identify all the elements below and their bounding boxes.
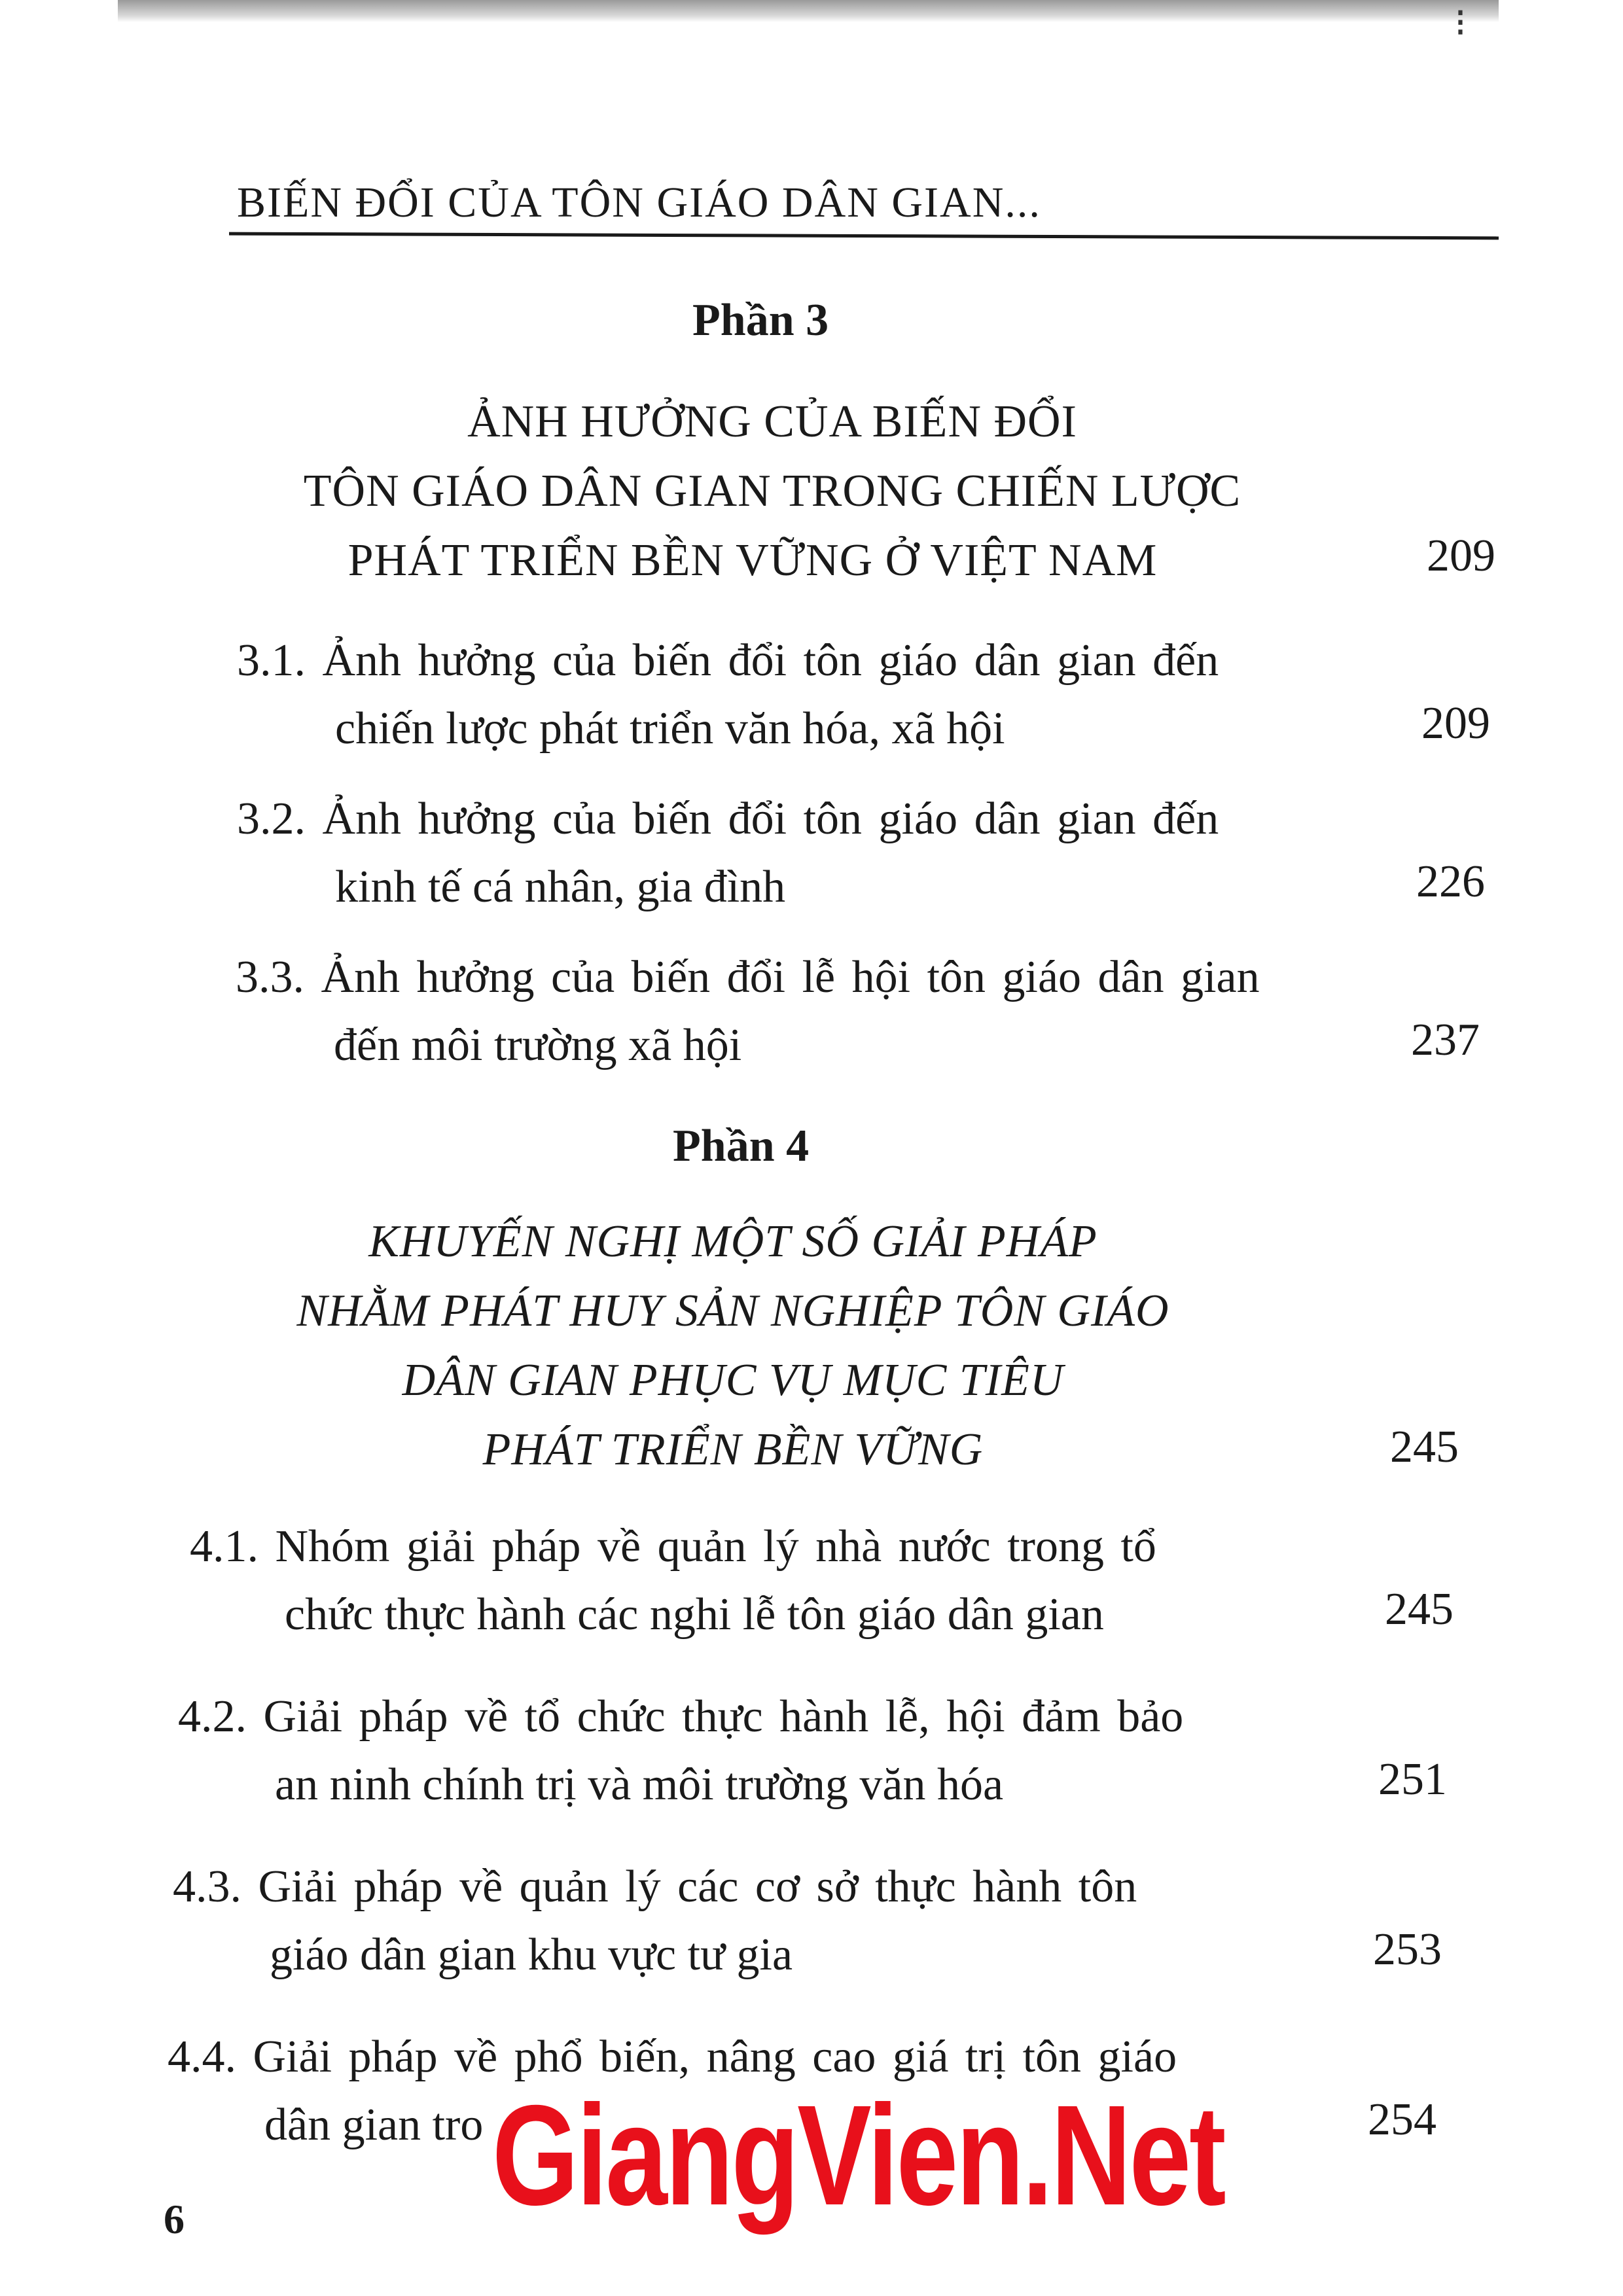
part4-title-line: DÂN GIAN PHỤC VỤ MỤC TIÊU: [402, 1355, 1064, 1405]
toc-entry-line1: 4.3. Giải pháp về quản lý các cơ sở thực hành tôn: [173, 1862, 1137, 1912]
toc-entry-line2: chiến lược phát triển văn hóa, xã hội: [335, 703, 1005, 754]
toc-entry-page: 254: [1368, 2094, 1436, 2145]
page-folio: 6: [164, 2196, 185, 2242]
part4-title-line: NHẰM PHÁT HUY SẢN NGHIỆP TÔN GIÁO: [296, 1286, 1169, 1336]
part3-title-line: PHÁT TRIỂN BỀN VỮNG Ở VIỆT NAM: [348, 535, 1158, 586]
part3-page: 209: [1427, 531, 1495, 581]
toc-entry-line2: chức thực hành các nghi lễ tôn giáo dân gian: [285, 1589, 1104, 1640]
toc-entry-page: 209: [1421, 698, 1490, 749]
scan-corner-mark: ⁝: [1454, 1, 1467, 44]
part3-label: Phần 3: [692, 295, 829, 345]
toc-entry-page: 251: [1378, 1754, 1447, 1805]
header-rule: [229, 232, 1499, 240]
toc-entry-3-1[interactable]: [237, 627, 1219, 763]
toc-entry-3-3[interactable]: [236, 944, 1260, 1080]
toc-entry-line2: kinh tế cá nhân, gia đình: [335, 862, 786, 912]
toc-entry-4-3[interactable]: [173, 1853, 1137, 1989]
toc-entry-line1: 3.1. Ảnh hưởng của biến đổi tôn giáo dân gian đến: [237, 635, 1219, 686]
toc-entry-line1: 4.2. Giải pháp về tổ chức thực hành lễ, hội đảm bảo: [178, 1691, 1184, 1742]
toc-entry-line2: giáo dân gian khu vực tư gia: [270, 1930, 793, 1980]
toc-entry-line1: 3.3. Ảnh hưởng của biến đổi lễ hội tôn giáo dân gian: [236, 952, 1260, 1002]
toc-entry-line2: đến môi trường xã hội: [334, 1020, 742, 1070]
running-head: BIẾN ĐỔI CỦA TÔN GIÁO DÂN GIAN...: [237, 179, 1041, 226]
part4-title-line: KHUYẾN NGHỊ MỘT SỐ GIẢI PHÁP: [368, 1216, 1097, 1267]
toc-entry-4-2[interactable]: [178, 1683, 1183, 1819]
part4-label: Phần 4: [673, 1121, 810, 1171]
toc-entry-page: 226: [1416, 857, 1485, 907]
toc-entry-4-1[interactable]: [190, 1513, 1156, 1649]
toc-entry-page: 237: [1411, 1015, 1480, 1065]
toc-entry-line2: dân gian tro: [264, 2100, 484, 2150]
scan-top-edge: [118, 0, 1499, 22]
part3-title-line: TÔN GIÁO DÂN GIAN TRONG CHIẾN LƯỢC: [303, 466, 1241, 516]
toc-entry-line1: 4.1. Nhóm giải pháp về quản lý nhà nước trong tổ: [190, 1521, 1156, 1572]
part3-title-line: ẢNH HƯỞNG CỦA BIẾN ĐỔI: [467, 397, 1077, 447]
toc-entry-line2: an ninh chính trị và môi trường văn hóa: [275, 1759, 1004, 1810]
part3-title: [196, 387, 1348, 595]
part4-title: [157, 1207, 1309, 1485]
toc-entry-line1: 3.2. Ảnh hưởng của biến đổi tôn giáo dân gian đến: [237, 794, 1219, 844]
toc-entry-line1: 4.4. Giải pháp về phổ biến, nâng cao giá trị tôn giáo: [168, 2032, 1177, 2082]
part4-title-line: PHÁT TRIỂN BỀN VỮNG: [482, 1424, 984, 1475]
part4-page: 245: [1390, 1422, 1459, 1472]
toc-entry-page: 253: [1373, 1924, 1442, 1975]
toc-entry-page: 245: [1385, 1584, 1454, 1634]
toc-entry-3-2[interactable]: [237, 785, 1219, 921]
watermark-logo: GiangVien.Net: [492, 2076, 1224, 2235]
